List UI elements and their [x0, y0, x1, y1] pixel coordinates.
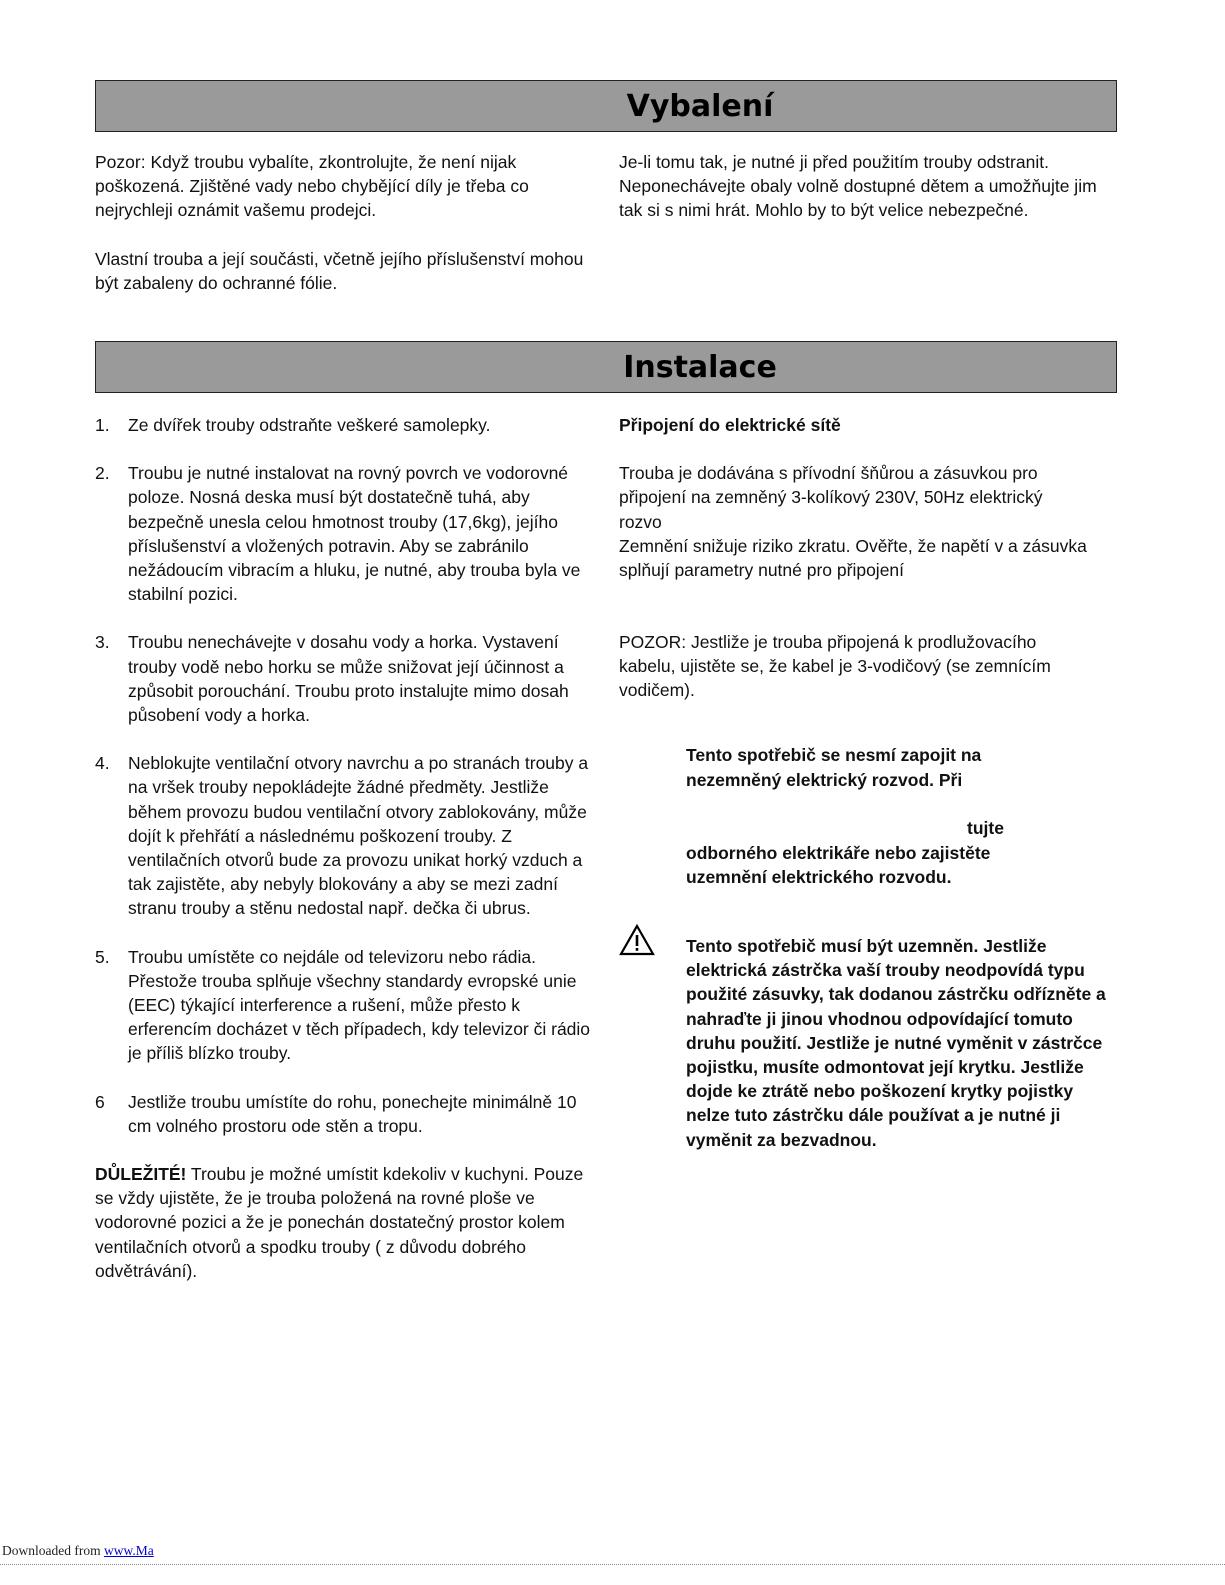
ground-warning: Tento spotřebič se nesmí zapojit na nezemněný elektrický rozvod. Při tujte odborného elektrikáře nebo zajistěte uzemnění elektrického rozvodu. — [686, 745, 1004, 887]
section-header-instalace — [95, 341, 1117, 393]
footer-divider — [0, 1564, 1225, 1565]
section-header-vybaleni — [95, 80, 1117, 132]
list-item: 5. Troubu umístěte co nejdále od televizoru nebo rádia. Přestože trouba splňuje všechny standardy evropské unie (EEC) týkající interference a rušení, může přesto k erferencím docházet v těch případech, kdy televizor či rádio je příliš blízko trouby. — [95, 946, 591, 1064]
warning-triangle-icon — [619, 924, 655, 956]
paragraph: Je-li tomu tak, je nutné ji před použitím trouby odstranit. Neponechávejte obaly volně dostupné dětem a umožňujte jim tak si s nimi hrát. Mohlo by to být velice nebezpečné. — [619, 152, 1097, 221]
list-item: 2. Troubu je nutné instalovat na rovný povrch ve vodorovné poloze. Nosná deska musí být dostatečně tuhá, aby bezpečně unesla celou hmotnost trouby (17,6kg), jejího příslušenství a vložených potravin. Aby se zabránilo nežádoucím vibracím a hluku, je nutné, aby trouba byla ve stabilní pozici. — [95, 463, 581, 605]
list-item: 6 Jestliže troubu umístíte do rohu, ponechejte minimálně 10 cm volného prostoru ode stěn a tropu. — [95, 1091, 577, 1136]
earth-warning: Tento spotřebič musí být uzemněn. Jestliže elektrická zástrčka vaší trouby neodpovídá typu použité zásuvky, tak dodanou zástrčku odřízněte a nahraďte ji jinou vhodnou odpovídající tomuto druhu použití. Jestliže je nutné vyměnit v zástrčce pojistku, musíte odmontovat její krytku. Jestliže dojde ke ztrátě nebo poškození krytky pojistky nelze tuto zástrčku dále používat a je nutné ji vyměnit za bezvadnou. — [686, 936, 1106, 1150]
vybaleni-left-column — [95, 150, 595, 295]
paragraph: Vlastní trouba a její součásti, včetně jejího příslušenství mohou být zabaleny do ochranné fólie. — [95, 248, 584, 293]
list-item: 4. Neblokujte ventilační otvory navrchu a po stranách trouby a na vršek trouby nepokládejte žádné předměty. Jestliže během provozu budou ventilační otvory zablokovány, může dojít k přehřátí a následnému poškození trouby. Z ventilačních otvorů bude za provozu unikat horký vzduch a tak zajistěte, aby nebyly blokovány a aby se mezi zadní stranu trouby a stěnu nedostal např. dečka či ubrus. — [95, 753, 589, 919]
download-footer: Downloaded from www.Ma — [2, 1543, 154, 1558]
list-item: 3. Troubu nenechávejte v dosahu vody a horka. Vystavení trouby vodě nebo horku se může snižovat její účinnost a způsobit porouchání. Troubu proto instalujte mimo dosah působení vody a horka. — [95, 632, 569, 726]
instalace-left-column — [95, 413, 593, 1283]
vybaleni-right-column — [619, 150, 1111, 223]
electrical-heading: Připojení do elektrické sítě — [619, 415, 841, 435]
source-link[interactable]: www.Ma — [103, 1543, 154, 1558]
paragraph: Pozor: Když troubu vybalíte, zkontrolujte, že není nijak poškozená. Zjištěné vady nebo chybějící díly je třeba co nejrychleji oznámit vašemu prodejci. — [95, 152, 529, 221]
pozor-note: POZOR: Jestliže je trouba připojená k prodlužovacího kabelu, ujistěte se, že kabel je 3-vodičový (se zemnícím vodičem). — [619, 632, 1051, 701]
section-title: Instalace — [623, 349, 777, 385]
paragraph: Trouba je dodávána s přívodní šňůrou a zásuvkou pro připojení na zemněný 3-kolíkový 230V, 50Hz elektrický rozvo — [619, 463, 1043, 532]
section-title: Vybalení — [626, 88, 774, 124]
list-item: 1. Ze dvířek trouby odstraňte veškeré samolepky. — [95, 415, 491, 435]
paragraph: Zemnění snižuje riziko zkratu. Ověřte, že napětí v a zásuvka splňují parametry nutné pro připojení — [619, 535, 1087, 581]
instalace-right-column — [619, 413, 1089, 582]
important-note: DŮLEŽITÉ! Troubu je možné umístit kdekoliv v kuchyni. Pouze se vždy ujistěte, že je trouba položená na rovné ploše ve vodorovné pozici a že je ponechán dostatečný prostor kolem ventilačních otvorů a spodku trouby ( z důvodu dobrého odvětrávání). — [95, 1164, 584, 1281]
